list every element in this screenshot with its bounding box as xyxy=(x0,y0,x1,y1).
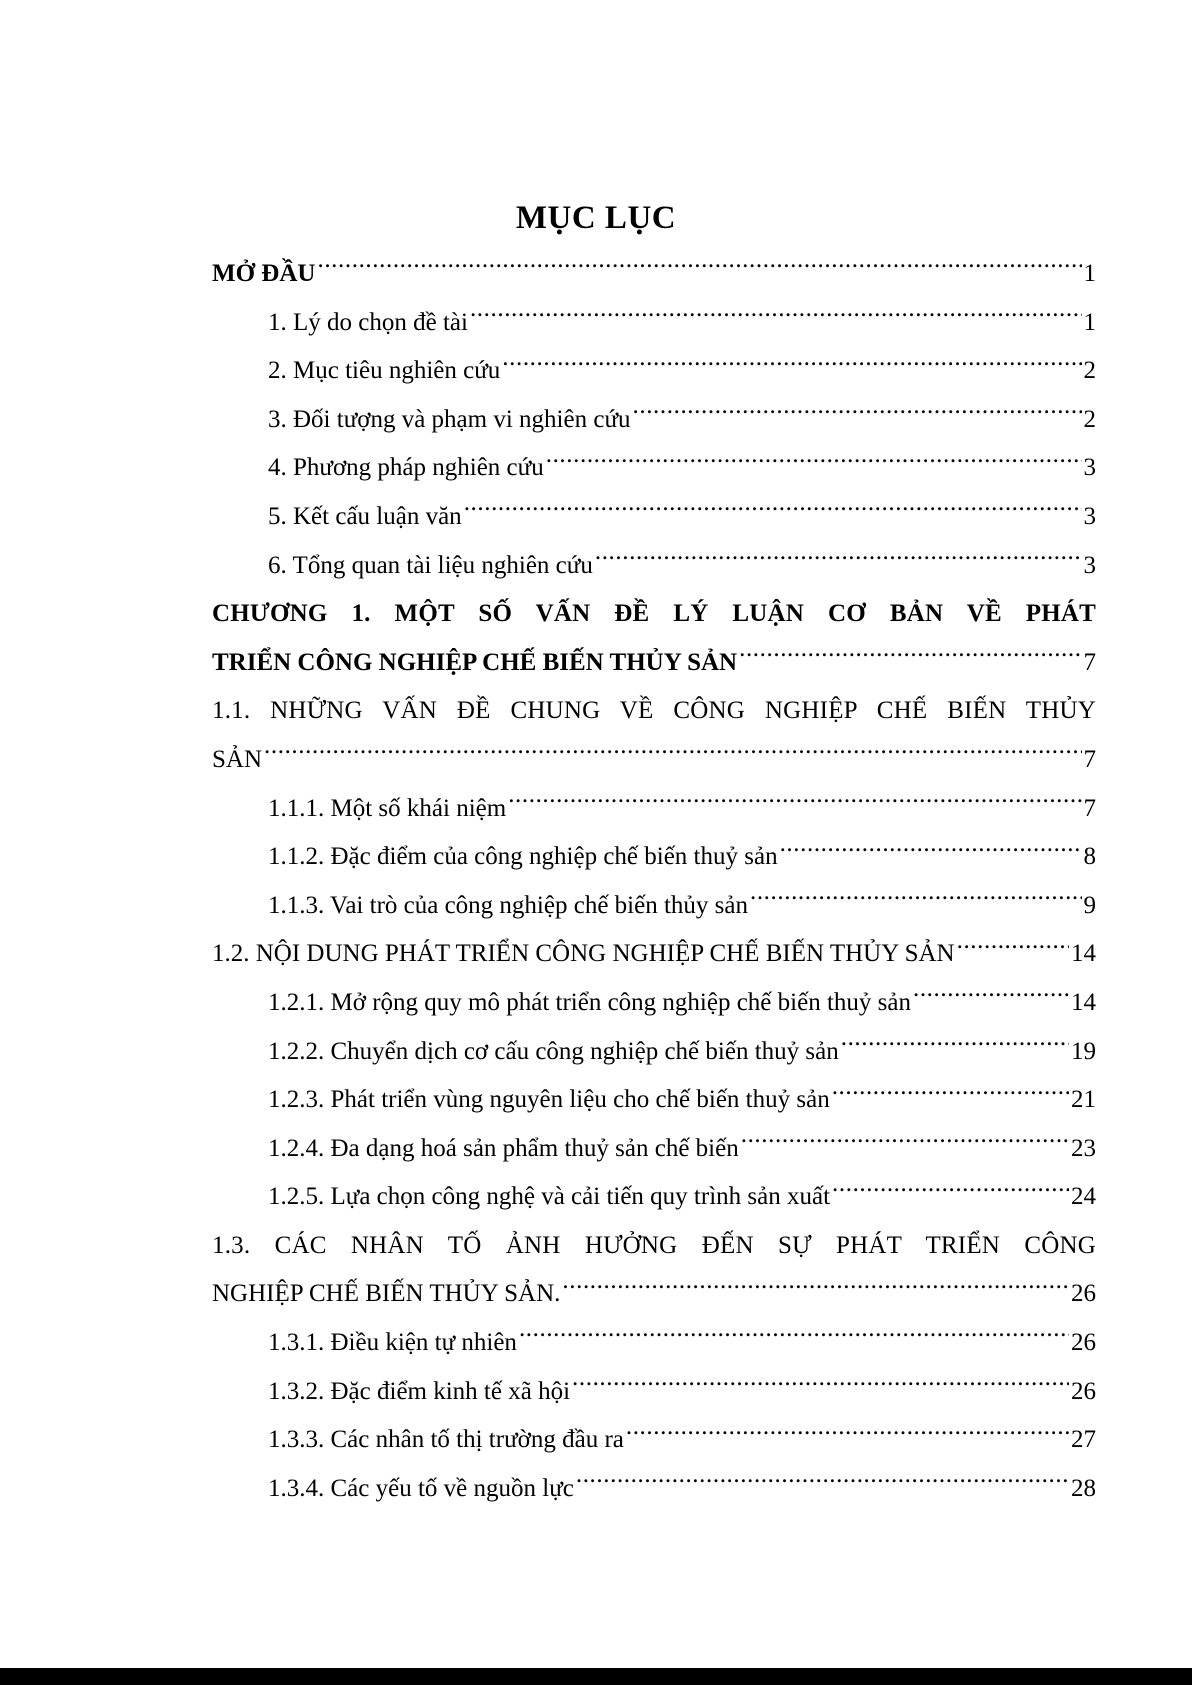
dot-leader xyxy=(572,1374,1069,1399)
dot-leader xyxy=(576,1471,1069,1496)
toc-entry-row xyxy=(268,833,1096,882)
toc-entry-row xyxy=(268,299,1096,348)
toc-entry[interactable] xyxy=(212,1270,1096,1319)
toc-page-number: 28 xyxy=(1071,1474,1096,1502)
toc-entry[interactable] xyxy=(212,639,1096,688)
toc-entry-text: 1.3.3. Các nhân tố thị trường đầu ra xyxy=(268,1426,624,1454)
toc-entry[interactable] xyxy=(212,687,1096,736)
toc-page-number: 14 xyxy=(1071,940,1096,968)
toc-page-number: 26 xyxy=(1071,1280,1096,1308)
toc-entry-text: CHƯƠNG 1. MỘT SỐ VẤN ĐỀ LÝ LUẬN CƠ BẢN VỀ PHÁT xyxy=(212,600,1096,628)
toc-entry-row xyxy=(268,1465,1096,1514)
toc-entry-text: 2. Mục tiêu nghiên cứu xyxy=(268,357,501,385)
toc-page-number: 19 xyxy=(1071,1037,1096,1065)
toc-entry-text: 1.3.1. Điều kiện tự nhiên xyxy=(268,1329,517,1357)
toc-entry-row xyxy=(268,542,1096,591)
dot-leader xyxy=(470,305,1082,330)
toc-entry-text: 1.2.2. Chuyển dịch cơ cấu công nghiệp chế biến thuỷ sản xyxy=(268,1037,839,1065)
toc-list xyxy=(212,250,1096,1513)
toc-entry-text: NGHIỆP CHẾ BIẾN THỦY SẢN. xyxy=(212,1280,561,1308)
toc-entry[interactable] xyxy=(212,1416,1096,1465)
toc-entry[interactable] xyxy=(212,493,1096,542)
toc-entry[interactable] xyxy=(212,542,1096,591)
toc-entry-text: MỞ ĐẦU xyxy=(212,260,316,287)
dot-leader xyxy=(750,888,1082,913)
toc-entry[interactable] xyxy=(212,736,1096,785)
dot-leader xyxy=(913,985,1069,1010)
dot-leader xyxy=(780,839,1082,864)
toc-entry-text: 1.1.3. Vai trò của công nghiệp chế biến thủy sản xyxy=(268,891,748,919)
toc-entry[interactable] xyxy=(212,1125,1096,1174)
dot-leader xyxy=(546,450,1082,475)
dot-leader xyxy=(741,1131,1069,1156)
toc-entry[interactable] xyxy=(212,444,1096,493)
toc-entry-row xyxy=(268,1368,1096,1417)
toc-entry[interactable] xyxy=(212,1173,1096,1222)
toc-entry[interactable] xyxy=(212,1028,1096,1077)
dot-leader xyxy=(595,548,1082,573)
toc-entry[interactable] xyxy=(212,1076,1096,1125)
toc-entry-text: 1.2.3. Phát triển vùng nguyên liệu cho chế biến thuỷ sản xyxy=(268,1086,830,1114)
toc-entry-row xyxy=(268,493,1096,542)
toc-page-number: 14 xyxy=(1071,988,1096,1016)
toc-entry[interactable] xyxy=(212,1222,1096,1271)
toc-entry-row xyxy=(268,785,1096,834)
toc-entry-row xyxy=(212,930,1096,979)
toc-entry-row xyxy=(268,1076,1096,1125)
toc-entry-text: 1.2. NỘI DUNG PHÁT TRIỂN CÔNG NGHIỆP CHẾ BIẾN THỦY SẢN xyxy=(212,940,955,968)
dot-leader xyxy=(626,1422,1069,1447)
toc-page-number: 2 xyxy=(1083,357,1096,385)
toc-entry-row xyxy=(212,250,1096,299)
toc-page-number: 3 xyxy=(1083,454,1096,482)
toc-entry-text: SẢN xyxy=(212,745,263,773)
toc-page-number: 24 xyxy=(1071,1183,1096,1211)
toc-entry-text: TRIỂN CÔNG NGHIỆP CHẾ BIẾN THỦY SẢN xyxy=(212,648,738,676)
dot-leader xyxy=(317,256,1081,281)
toc-entry-row xyxy=(268,396,1096,445)
toc-entry[interactable] xyxy=(212,785,1096,834)
toc-page-number: 3 xyxy=(1083,551,1096,579)
toc-entry-text: 1.1.1. Một số khái niệm xyxy=(268,794,507,822)
toc-entry[interactable] xyxy=(212,1368,1096,1417)
toc-entry[interactable] xyxy=(212,590,1096,639)
toc-entry-text: 1.2.5. Lựa chọn công nghệ và cải tiến quy trình sản xuất xyxy=(268,1183,831,1211)
toc-entry-text: 1.2.4. Đa dạng hoá sản phẩm thuỷ sản chế biến xyxy=(268,1134,739,1162)
toc-entry[interactable] xyxy=(212,299,1096,348)
toc-entry[interactable] xyxy=(212,396,1096,445)
toc-entry-row xyxy=(268,1173,1096,1222)
toc-entry-text: 5. Kết cấu luận văn xyxy=(268,502,462,530)
toc-entry-row xyxy=(268,1028,1096,1077)
toc-entry[interactable] xyxy=(212,833,1096,882)
dot-leader xyxy=(562,1276,1069,1301)
toc-page-number: 21 xyxy=(1071,1086,1096,1114)
dot-leader xyxy=(739,645,1081,670)
toc-page-number: 1 xyxy=(1083,260,1096,287)
toc-page-number: 9 xyxy=(1083,891,1096,919)
toc-entry[interactable] xyxy=(212,979,1096,1028)
toc-page-number: 3 xyxy=(1083,502,1096,530)
toc-page-number: 26 xyxy=(1071,1377,1096,1405)
toc-entry-text: 1.3.2. Đặc điểm kinh tế xã hội xyxy=(268,1377,571,1405)
toc-entry-row xyxy=(212,639,1096,688)
dot-leader xyxy=(508,791,1081,816)
toc-entry-row xyxy=(268,347,1096,396)
toc-page-number: 7 xyxy=(1083,648,1096,676)
dot-leader xyxy=(519,1325,1069,1350)
toc-entry-row xyxy=(268,444,1096,493)
toc-entry[interactable] xyxy=(212,1465,1096,1514)
page-bottom-edge xyxy=(0,1668,1192,1685)
toc-page-number: 2 xyxy=(1083,405,1096,433)
toc-entry-text: 1.2.1. Mở rộng quy mô phát triển công nghiệp chế biến thuỷ sản xyxy=(268,988,911,1016)
toc-entry[interactable] xyxy=(212,930,1096,979)
toc-page-number: 8 xyxy=(1083,843,1096,871)
toc-entry-row xyxy=(212,736,1096,785)
dot-leader xyxy=(464,499,1082,524)
toc-entry-text: 1.3. CÁC NHÂN TỐ ẢNH HƯỞNG ĐẾN SỰ PHÁT TRIỂN CÔNG xyxy=(212,1231,1096,1259)
dot-leader xyxy=(832,1082,1069,1107)
toc-entry-text: 4. Phương pháp nghiên cứu xyxy=(268,454,544,482)
toc-entry[interactable] xyxy=(212,882,1096,931)
toc-title: MỤC LỤC xyxy=(515,200,677,236)
dot-leader xyxy=(832,1179,1069,1204)
toc-entry[interactable] xyxy=(212,250,1096,299)
toc-page-number: 26 xyxy=(1071,1329,1096,1357)
toc-page-number: 27 xyxy=(1071,1426,1096,1454)
toc-page-number: 7 xyxy=(1083,745,1096,773)
toc-page-number: 1 xyxy=(1083,308,1096,336)
toc-entry-text: 1.1.2. Đặc điểm của công nghiệp chế biến thuỷ sản xyxy=(268,843,778,871)
toc-entry[interactable] xyxy=(212,1319,1096,1368)
toc-entry-row xyxy=(212,1270,1096,1319)
toc-entry[interactable] xyxy=(212,347,1096,396)
toc-entry-text: 1.1. NHỮNG VẤN ĐỀ CHUNG VỀ CÔNG NGHIỆP CHẾ BIẾN THỦY xyxy=(212,697,1096,725)
dot-leader xyxy=(841,1034,1069,1059)
toc-entry-row xyxy=(268,1125,1096,1174)
toc-entry-row xyxy=(268,1416,1096,1465)
toc-entry-text: 3. Đối tượng và phạm vi nghiên cứu xyxy=(268,405,631,433)
dot-leader xyxy=(264,742,1081,767)
toc-entry-row xyxy=(268,882,1096,931)
toc-entry-text: 1.3.4. Các yếu tố về nguồn lực xyxy=(268,1474,574,1502)
dot-leader xyxy=(957,936,1069,961)
toc-entry-row xyxy=(268,979,1096,1028)
toc-entry-text: 1. Lý do chọn đề tài xyxy=(268,308,468,336)
toc-page-number: 23 xyxy=(1071,1134,1096,1162)
toc-entry-text: 6. Tổng quan tài liệu nghiên cứu xyxy=(268,551,593,579)
toc-entry-row xyxy=(268,1319,1096,1368)
dot-leader xyxy=(502,353,1081,378)
dot-leader xyxy=(633,402,1082,427)
toc-page-number: 7 xyxy=(1083,794,1096,822)
